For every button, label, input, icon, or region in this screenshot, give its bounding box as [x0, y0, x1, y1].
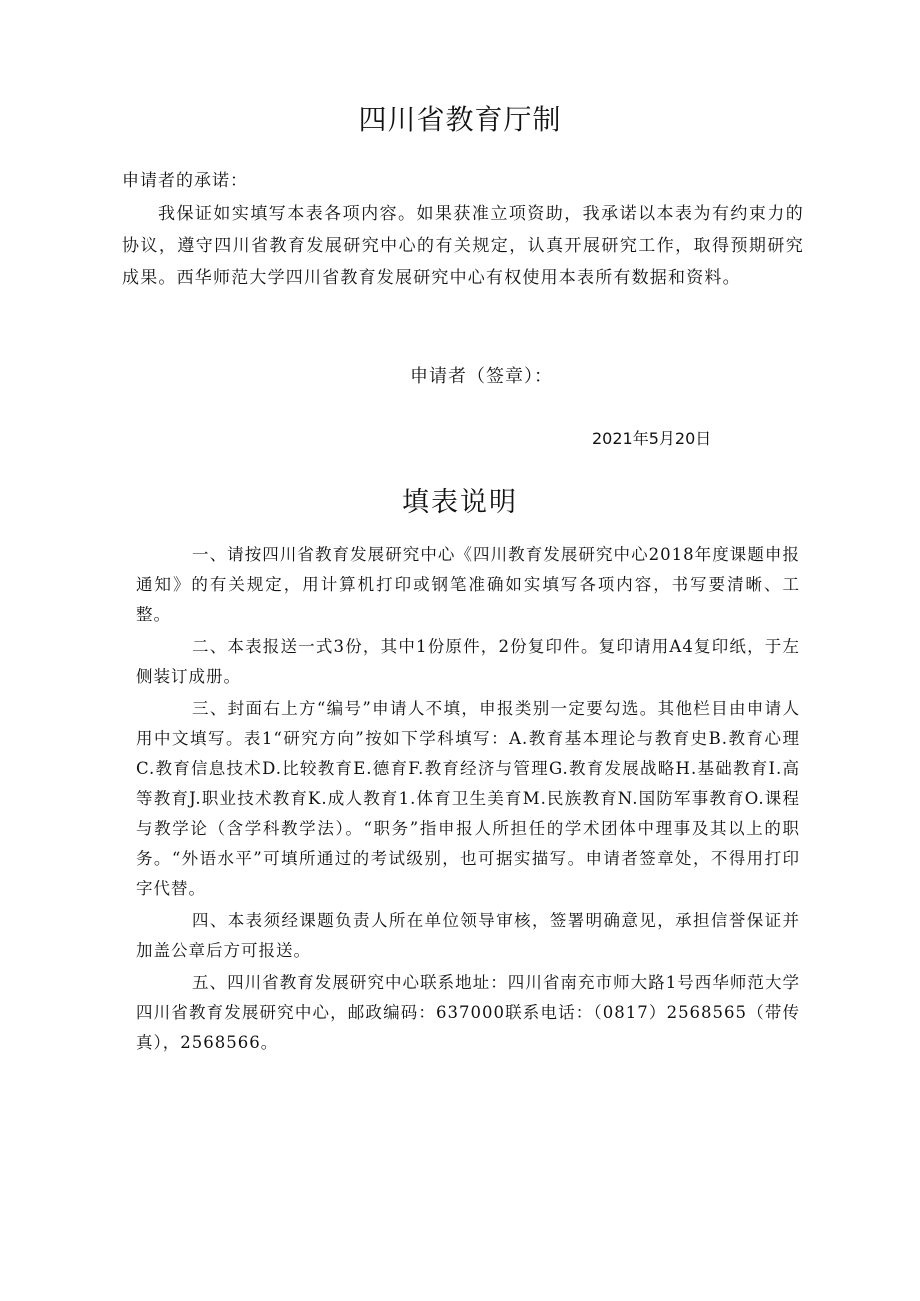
instruction-item-5: 五、四川省教育发展研究中心联系地址：四川省南充市师大路1号西华师范大学四川省教育发展研究中心，邮政编码：637000联系电话：（0817）2568565（带传真），2568566。: [136, 973, 800, 1052]
instructions-list: [136, 540, 800, 1060]
instruction-item-2: 二、本表报送一式3份，其中1份原件，2份复印件。复印请用A4复印纸，于左侧装订成册。: [136, 637, 800, 686]
instruction-item-1: 一、请按四川省教育发展研究中心《四川教育发展研究中心2018年度课题申报通知》的有关规定，用计算机打印或钢笔准确如实填写各项内容，书写要清晰、工整。: [136, 545, 800, 624]
instruction-item-4: 四、本表须经课题负责人所在单位领导审核，签署明确意见，承担信誉保证并加盖公章后方可报送。: [136, 911, 800, 960]
signature-label: 申请者（签章）：: [410, 366, 553, 387]
pledge-heading: 申请者的承诺：: [122, 171, 248, 191]
issuer-title: 四川省教育厅制: [358, 103, 562, 136]
pledge-body: 我保证如实填写本表各项内容。如果获准立项资助，我承诺以本表为有约束力的协议，遵守四川省教育发展研究中心的有关规定，认真开展研究工作，取得预期研究成果。西华师范大学四川省教育发展研究中心有权使用本表所有数据和资料。: [122, 204, 804, 288]
instruction-item-3: 三、封面右上方“编号”申请人不填，申报类别一定要勾选。其他栏目由申请人用中文填写。表1“研究方向”按如下学科填写：A.教育基本理论与教育史B.教育心理C.教育信息技术D.比较教育E.德育F.教育经济与管理G.教育发展战略H.基础教育I.高等教育J.职业技术教育K.成人教育1.体育卫生美育M.民族教育N.国防军事教育O.课程与教学论（含学科教学法）。“职务”指申报人所担任的学术团体中理事及其以上的职务。“外语水平”可填所通过的考试级别，也可据实描写。申请者签章处，不得用打印字代替。: [136, 699, 800, 898]
signature-date: 2021年5月20日: [592, 429, 712, 448]
instructions-title: 填表说明: [402, 487, 518, 518]
